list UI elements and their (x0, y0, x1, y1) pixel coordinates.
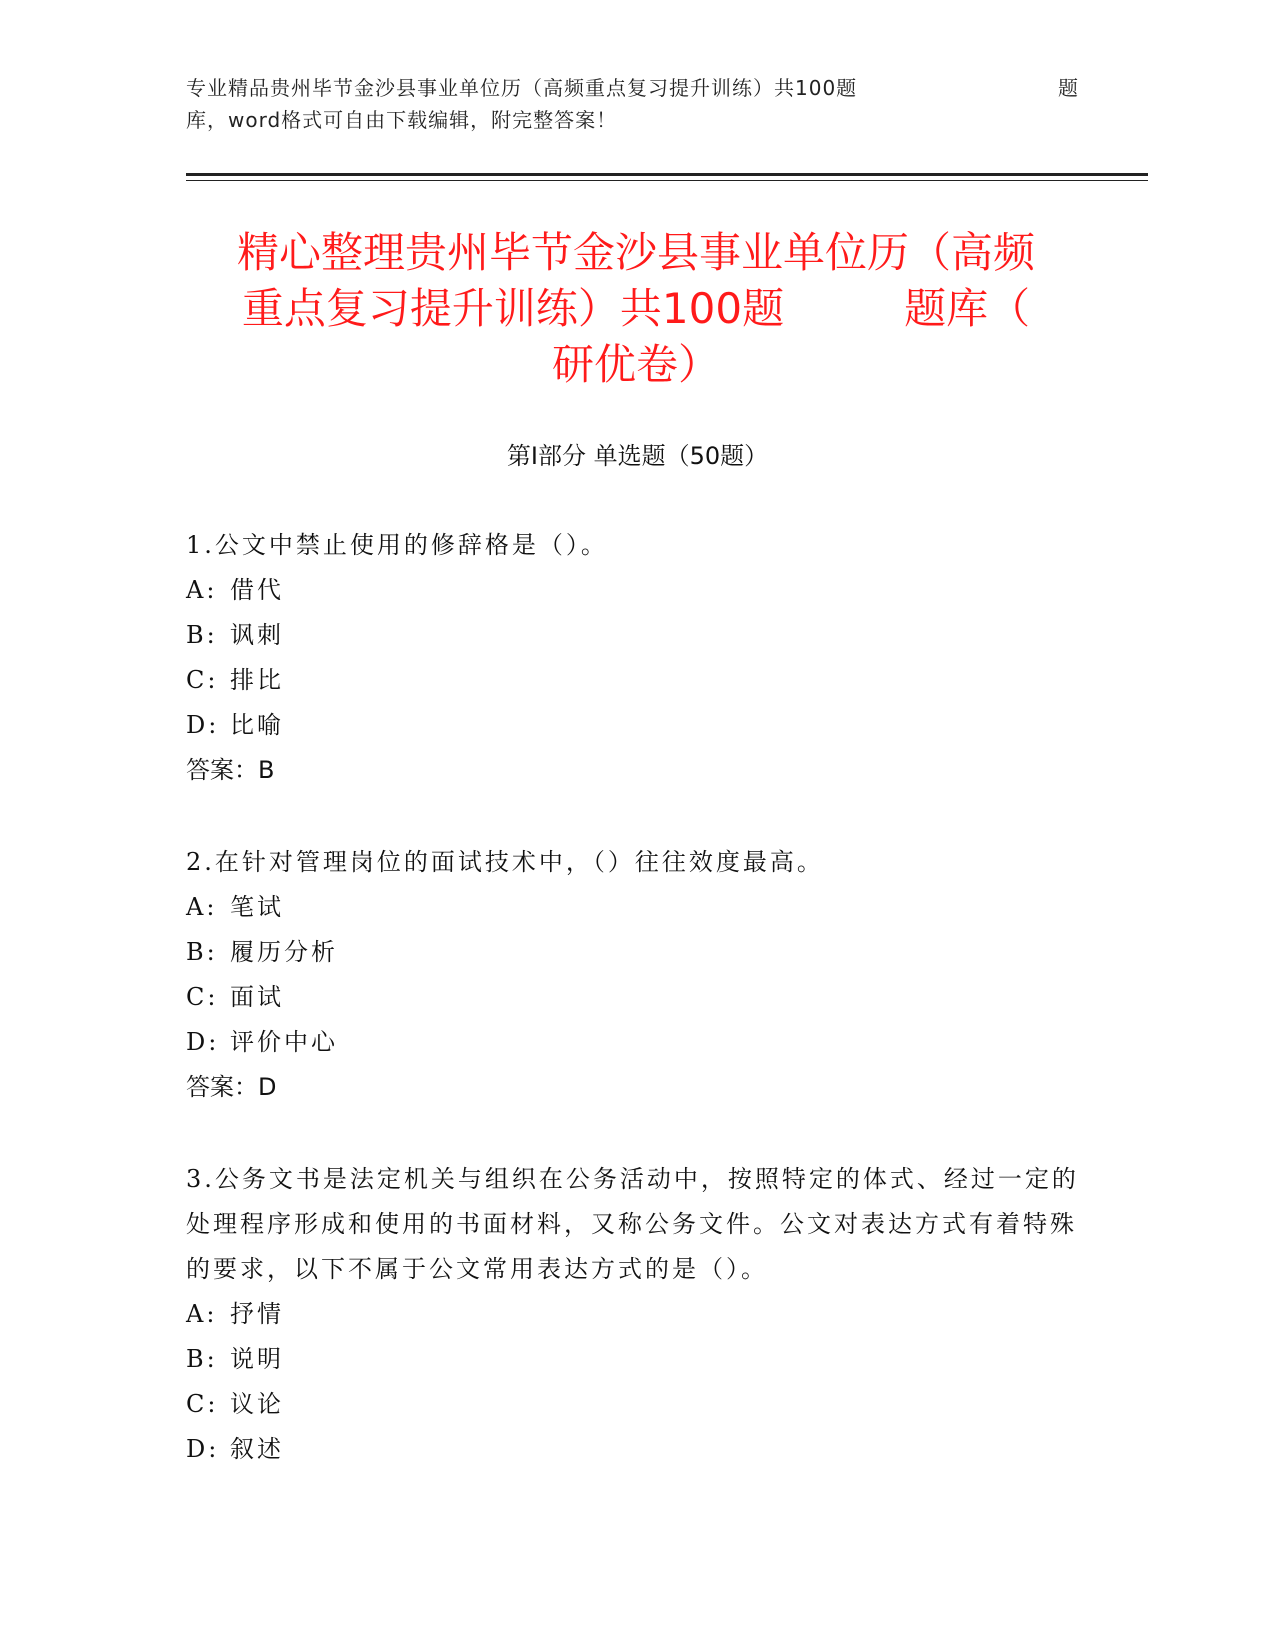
option-letter: D: (186, 711, 220, 739)
option-letter: C: (186, 983, 219, 1011)
title-line-1: 精心整理贵州毕节金沙县事业单位历（高频 (236, 228, 1035, 277)
document-title (186, 225, 1086, 393)
header-line-1 (186, 72, 1106, 104)
option-text: 讽刺 (230, 621, 284, 649)
option-d (186, 703, 1086, 748)
option-c (186, 975, 1086, 1020)
option-letter: A: (186, 576, 218, 604)
section-heading: 第Ⅰ部分 单选题（50题） (506, 442, 769, 470)
option-text: 叙述 (230, 1435, 284, 1463)
header-text-1: 专业精品贵州毕节金沙县事业单位历（高频重点复习提升训练）共100题 (186, 76, 858, 100)
option-text: 面试 (230, 983, 284, 1011)
option-c (186, 658, 1086, 703)
option-text: 比喻 (230, 711, 284, 739)
header-divider-thin (186, 180, 1148, 181)
page-header (186, 72, 1106, 136)
option-letter: B: (186, 938, 218, 966)
header-line-2: 库，word格式可自由下载编辑，附完整答案！ (186, 108, 618, 132)
option-a (186, 885, 1086, 930)
option-letter: A: (186, 1300, 218, 1328)
option-letter: C: (186, 666, 219, 694)
option-letter: B: (186, 1345, 218, 1373)
option-b (186, 613, 1086, 658)
option-text: 抒情 (230, 1300, 284, 1328)
option-text: 借代 (230, 576, 284, 604)
option-text: 议论 (230, 1390, 284, 1418)
answer-line: 答案：D (186, 1073, 277, 1101)
option-letter: D: (186, 1028, 220, 1056)
question-stem: 3.公务文书是法定机关与组织在公务活动中，按照特定的体式、经过一定的处理程序形成和使用的书面材料，又称公务文件。公文对表达方式有着特殊的要求，以下不属于公文常用表达方式的是（）。 (186, 1165, 1079, 1283)
option-c (186, 1382, 1086, 1427)
option-d (186, 1020, 1086, 1065)
option-text: 评价中心 (230, 1028, 338, 1056)
header-divider-thick (186, 173, 1148, 176)
question-1 (186, 523, 1086, 793)
title-line-2 (186, 281, 1086, 337)
option-a (186, 568, 1086, 613)
option-text: 排比 (230, 666, 284, 694)
question-3 (186, 1157, 1086, 1472)
title-line-2-part-a: 重点复习提升训练）共100题 (241, 284, 785, 333)
question-2 (186, 840, 1086, 1110)
option-a (186, 1292, 1086, 1337)
option-text: 说明 (230, 1345, 284, 1373)
title-line-3: 研优卷） (551, 340, 720, 389)
option-letter: D: (186, 1435, 220, 1463)
answer-line: 答案：B (186, 756, 275, 784)
option-letter: C: (186, 1390, 219, 1418)
option-d (186, 1427, 1086, 1472)
question-stem: 2.在针对管理岗位的面试技术中，（）往往效度最高。 (186, 848, 824, 876)
option-b (186, 1337, 1086, 1382)
option-b (186, 930, 1086, 975)
option-text: 笔试 (230, 893, 284, 921)
option-letter: A: (186, 893, 218, 921)
option-text: 履历分析 (230, 938, 338, 966)
header-text-1-tail: 题 (1058, 76, 1079, 100)
option-letter: B: (186, 621, 218, 649)
title-line-2-part-b: 题库（ (904, 284, 1031, 333)
question-stem: 1.公文中禁止使用的修辞格是（）。 (186, 531, 608, 559)
